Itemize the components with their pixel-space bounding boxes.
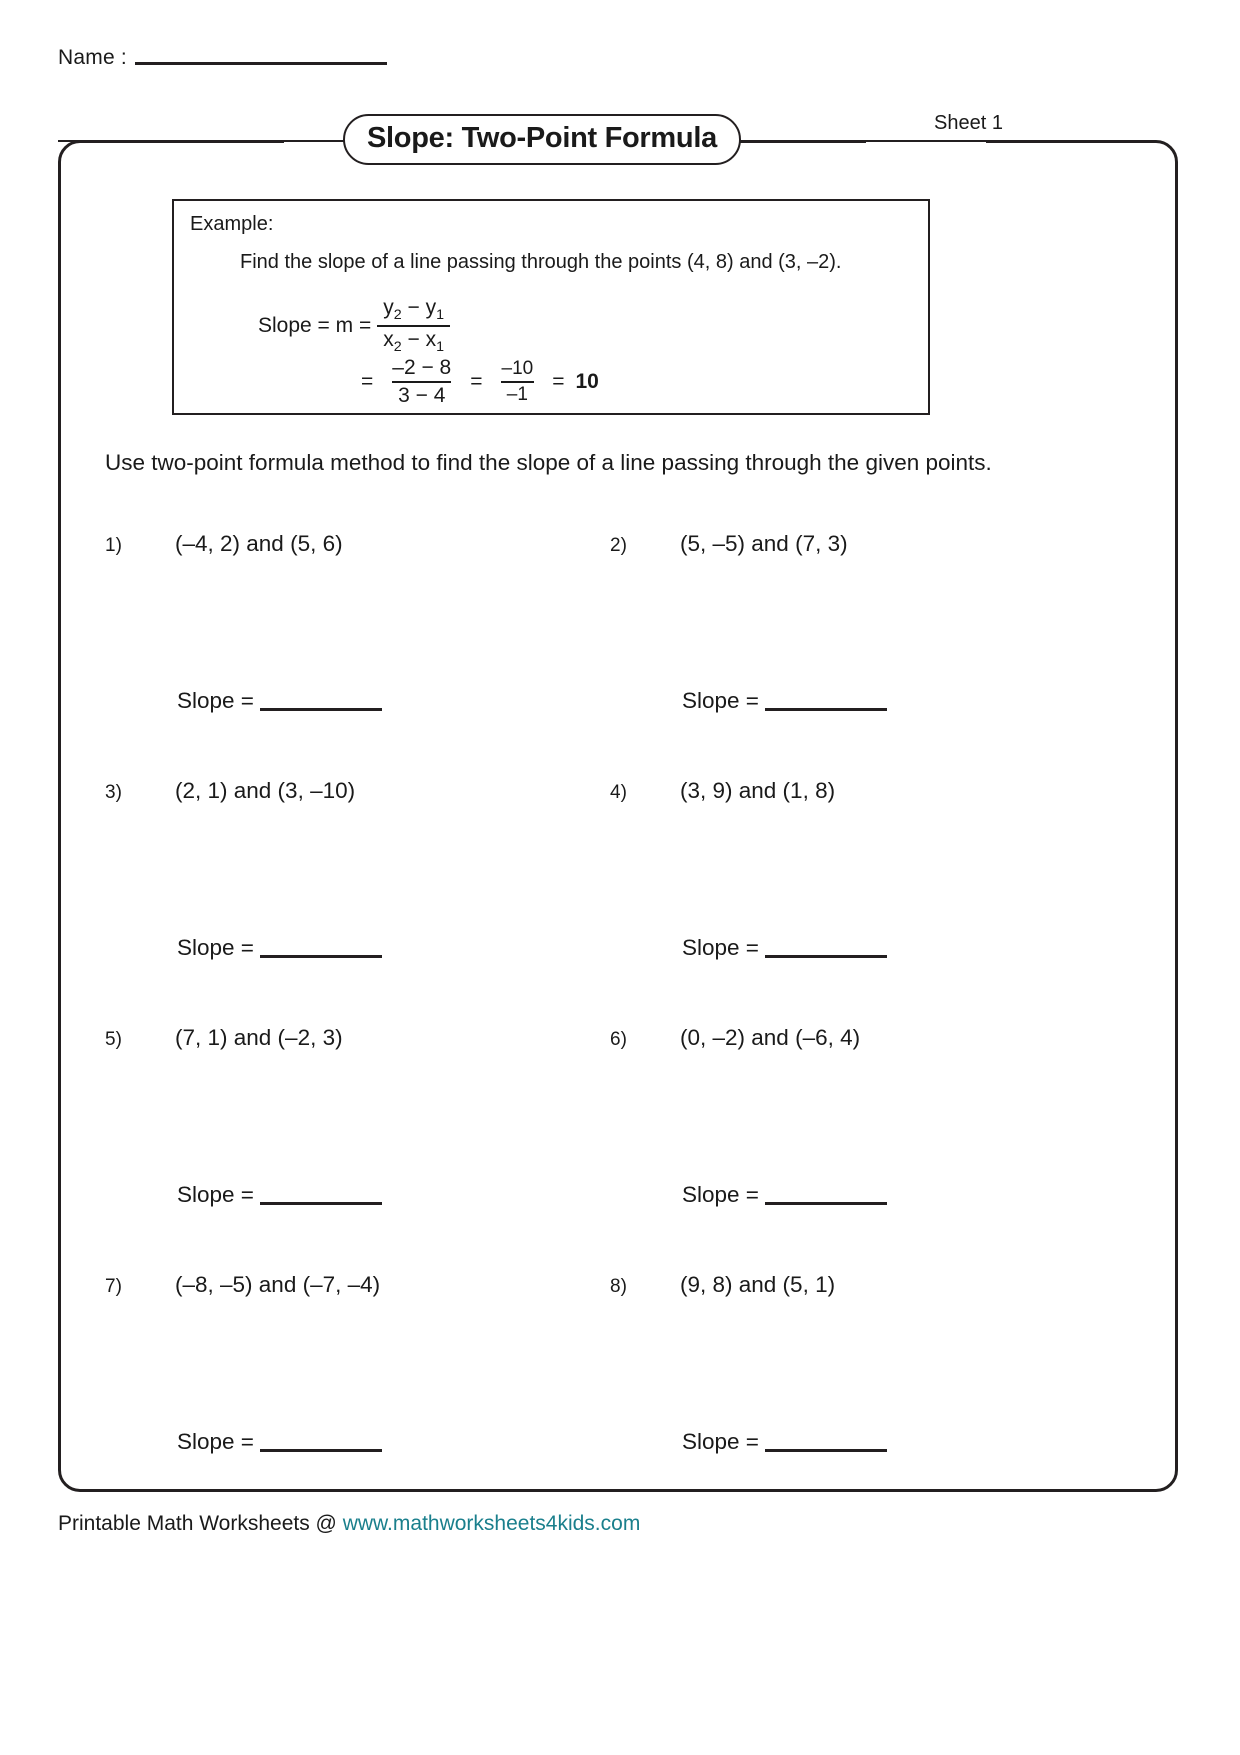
work-result: 10	[575, 370, 599, 394]
slope-answer-label: Slope =	[177, 688, 254, 713]
problem-item-4	[610, 772, 1115, 1019]
name-write-line[interactable]	[135, 62, 387, 65]
problem-points: (9, 8) and (5, 1)	[680, 1272, 836, 1297]
slope-answer-row	[682, 690, 887, 713]
problem-number: 1)	[105, 535, 122, 556]
problem-number: 7)	[105, 1276, 122, 1297]
name-field-row	[58, 47, 387, 68]
slope-answer-label: Slope =	[177, 1182, 254, 1207]
slope-answer-label: Slope =	[682, 1429, 759, 1454]
slope-answer-row	[682, 937, 887, 960]
example-statement: Find the slope of a line passing through the points (4, 8) and (3, –2).	[240, 251, 842, 273]
problem-number: 8)	[610, 1276, 627, 1297]
slope-answer-blank[interactable]	[260, 708, 382, 711]
slope-answer-row	[177, 1184, 382, 1207]
slope-answer-row	[682, 1431, 887, 1454]
slope-answer-blank[interactable]	[260, 955, 382, 958]
problem-number: 2)	[610, 535, 627, 556]
problem-row	[0, 525, 1240, 772]
slope-answer-label: Slope =	[682, 1182, 759, 1207]
problem-item-8	[610, 1266, 1115, 1513]
example-formula-definition	[258, 296, 456, 355]
problem-item-6	[610, 1019, 1115, 1266]
problem-points: (–4, 2) and (5, 6)	[175, 531, 343, 556]
slope-answer-blank[interactable]	[260, 1449, 382, 1452]
problem-number: 5)	[105, 1029, 122, 1050]
problem-points: (3, 9) and (1, 8)	[680, 778, 836, 803]
problem-row	[0, 1019, 1240, 1266]
work-equals-3: =	[552, 370, 565, 394]
slope-answer-row	[682, 1184, 887, 1207]
work-denominator: 3 − 4	[392, 381, 451, 408]
formula-fraction	[377, 296, 450, 355]
work-equals-1: =	[361, 370, 374, 394]
problem-item-1	[105, 525, 610, 772]
problem-row	[0, 1266, 1240, 1513]
title-rule-right	[768, 140, 1048, 142]
formula-denominator: $x_2 - x_1$	[377, 325, 450, 356]
problem-points: (–8, –5) and (–7, –4)	[175, 1272, 381, 1297]
example-worked-solution	[354, 356, 599, 408]
work-simplified-denominator: –1	[501, 381, 534, 406]
problem-item-3	[105, 772, 610, 1019]
problem-number: 3)	[105, 782, 122, 803]
example-box	[172, 199, 930, 415]
title-band	[58, 112, 1182, 154]
work-numerator: –2 − 8	[392, 356, 452, 379]
problem-points: (2, 1) and (3, –10)	[175, 778, 356, 803]
example-heading: Example:	[190, 213, 274, 235]
problem-number: 6)	[610, 1029, 627, 1050]
slope-answer-blank[interactable]	[765, 1449, 887, 1452]
slope-answer-row	[177, 937, 382, 960]
slope-answer-row	[177, 1431, 382, 1454]
work-simplified-numerator: –10	[501, 358, 534, 380]
slope-answer-blank[interactable]	[765, 708, 887, 711]
problem-grid	[0, 525, 1240, 1513]
title-rule-left	[58, 140, 348, 142]
slope-answer-blank[interactable]	[765, 1202, 887, 1205]
name-label: Name :	[58, 46, 127, 69]
slope-answer-blank[interactable]	[765, 955, 887, 958]
slope-answer-label: Slope =	[682, 688, 759, 713]
footer-prefix: Printable Math Worksheets @	[58, 1512, 343, 1535]
problem-points: (5, –5) and (7, 3)	[680, 531, 848, 556]
footer	[58, 1512, 640, 1536]
formula-numerator: $y_2 - y_1$	[383, 296, 445, 324]
work-equals-2: =	[470, 370, 483, 394]
problem-item-7	[105, 1266, 610, 1513]
sheet-label: Sheet 1	[930, 112, 1007, 135]
page-title: Slope: Two-Point Formula	[343, 114, 741, 165]
problem-points: (7, 1) and (–2, 3)	[175, 1025, 343, 1050]
slope-answer-label: Slope =	[177, 935, 254, 960]
instruction-text: Use two-point formula method to find the slope of a line passing through the given points.	[105, 450, 992, 475]
slope-answer-label: Slope =	[177, 1429, 254, 1454]
problem-item-2	[610, 525, 1115, 772]
footer-url[interactable]: www.mathworksheets4kids.com	[342, 1512, 641, 1535]
problem-number: 4)	[610, 782, 627, 803]
problem-row	[0, 772, 1240, 1019]
problem-item-5	[105, 1019, 610, 1266]
slope-answer-blank[interactable]	[260, 1202, 382, 1205]
slope-answer-row	[177, 690, 382, 713]
work-fraction-simplified	[496, 358, 540, 406]
work-fraction-substituted	[386, 356, 457, 408]
slope-answer-label: Slope =	[682, 935, 759, 960]
problem-points: (0, –2) and (–6, 4)	[680, 1025, 861, 1050]
formula-lead: Slope = m =	[258, 313, 372, 337]
